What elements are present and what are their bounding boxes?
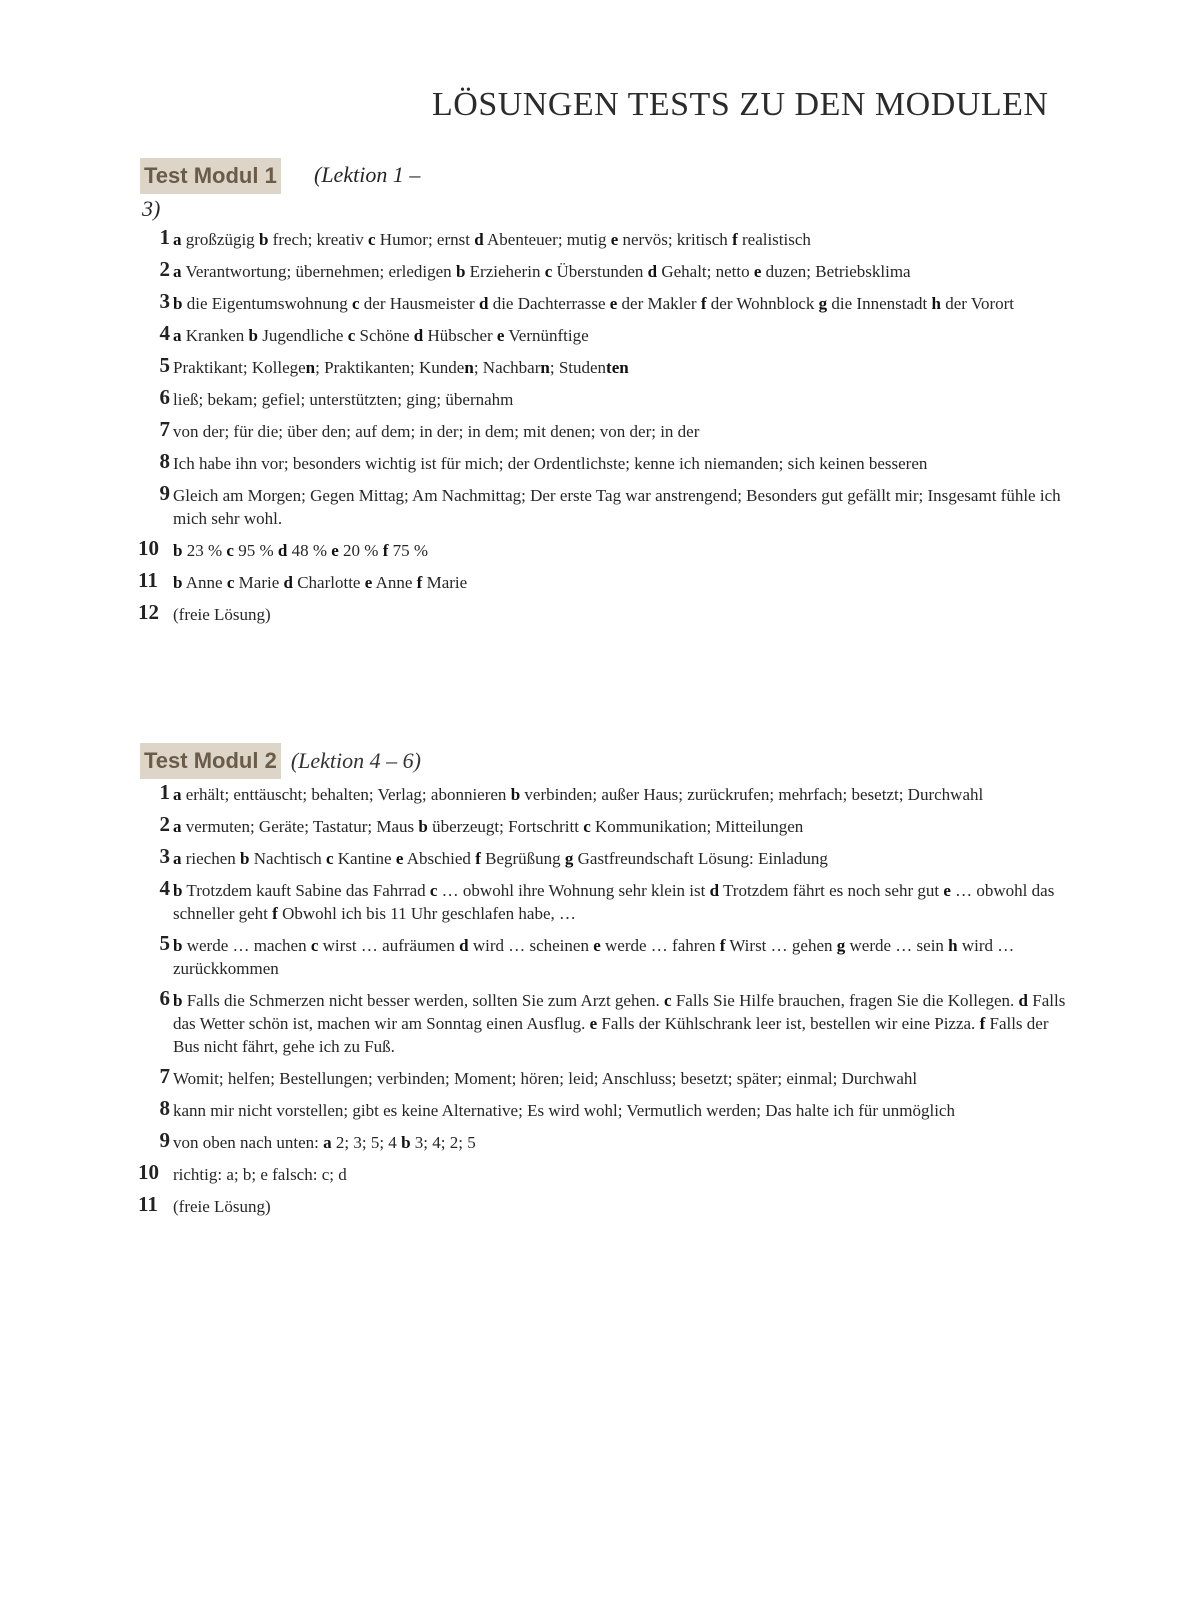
answer-letter: d — [478, 294, 489, 313]
answer-number: 4 — [159, 321, 170, 345]
answer-fragment: Hübscher — [423, 326, 497, 345]
answer-fragment: Gehalt; netto — [657, 262, 754, 281]
answer-fragment: Falls die Schmerzen nicht besser werden, sollten Sie zum Arzt gehen. — [182, 991, 665, 1010]
answer-fragment: Anne — [372, 573, 417, 592]
answer-number: 11 — [138, 568, 158, 592]
answer-letter: d — [709, 881, 720, 900]
answer-item — [140, 812, 1070, 838]
answer-item — [140, 449, 1070, 475]
answer-fragment: verbinden; außer Haus; zurückrufen; mehrfach; besetzt; Durchwahl — [520, 785, 984, 804]
answer-fragment: wird … scheinen — [468, 936, 594, 955]
answer-fragment: Anne — [182, 573, 227, 592]
answer-fragment: Ich habe ihn vor; besonders wichtig ist für mich; der Ordentlichste; kenne ich niemanden; sich keinen besseren — [173, 454, 928, 473]
answer-fragment: überzeugt; Fortschritt — [427, 817, 584, 836]
answer-number: 6 — [159, 986, 170, 1010]
answer-letter: f — [382, 541, 389, 560]
answer-letter: ten — [606, 358, 629, 377]
answer-letter: a — [323, 1133, 332, 1152]
answer-item — [140, 289, 1070, 315]
answer-letter: c — [583, 817, 591, 836]
answer-text — [173, 292, 1070, 315]
answer-letter: e — [593, 936, 601, 955]
answer-item — [140, 225, 1070, 251]
answer-number: 3 — [159, 844, 170, 868]
answer-letter: e — [610, 230, 619, 249]
answer-fragment: (freie Lösung) — [173, 1197, 271, 1216]
answer-letter: g — [564, 849, 574, 868]
answer-fragment: Vernünftige — [504, 326, 589, 345]
answer-fragment: Falls Sie Hilfe brauchen, fragen Sie die Kollegen. — [671, 991, 1019, 1010]
answer-letter: c — [325, 849, 334, 868]
answer-fragment: Gleich am Morgen; Gegen Mittag; Am Nachmittag; Der erste Tag war anstrengend; Besonders gut gefällt mir; Insgesamt fühle ich mich sehr wohl. — [173, 486, 1061, 528]
answer-fragment: (freie Lösung) — [173, 605, 271, 624]
answer-fragment: realistisch — [737, 230, 811, 249]
answer-fragment: frech; kreativ — [268, 230, 368, 249]
answer-list — [138, 225, 1070, 626]
answer-fragment: wirst … aufräumen — [318, 936, 460, 955]
answer-letter: b — [173, 881, 183, 900]
answer-fragment: Jugendliche — [258, 326, 348, 345]
answer-item — [140, 986, 1070, 1058]
answer-letter: n — [464, 358, 474, 377]
answer-item — [138, 600, 1070, 626]
answer-fragment: der Hausmeister — [359, 294, 479, 313]
answer-number: 12 — [138, 600, 159, 624]
page-title: LÖSUNGEN TESTS ZU DEN MODULEN — [432, 86, 1049, 123]
answer-number: 8 — [159, 1096, 170, 1120]
section-test-modul-1 — [140, 158, 1070, 635]
answer-letter: a — [173, 849, 182, 868]
answer-fragment: Marie — [422, 573, 468, 592]
answer-fragment: großzügig — [181, 230, 259, 249]
answer-fragment: Abschied — [403, 849, 476, 868]
answer-fragment: Praktikant; Kollege — [173, 358, 306, 377]
answer-item — [138, 1160, 1070, 1186]
answer-letter: d — [1018, 991, 1029, 1010]
answer-fragment: riechen — [181, 849, 241, 868]
answer-letter: c — [544, 262, 553, 281]
answer-letter: a — [173, 817, 182, 836]
answer-letter: f — [700, 294, 707, 313]
answer-letter: d — [459, 936, 469, 955]
answer-text — [173, 879, 1070, 925]
answer-text — [173, 420, 1070, 443]
answer-item — [140, 385, 1070, 411]
section-subtitle-continued: 3) — [142, 196, 161, 221]
answer-number: 2 — [159, 257, 170, 281]
answer-text — [173, 356, 1070, 379]
answer-fragment: wird … zurückkommen — [173, 936, 1015, 978]
answer-letter: e — [943, 881, 951, 900]
answer-fragment: 20 % — [338, 541, 383, 560]
answer-letter: b — [248, 326, 258, 345]
answer-text — [173, 324, 1070, 347]
answer-letter: c — [310, 936, 319, 955]
answer-fragment: vermuten; Geräte; Tastatur; Maus — [181, 817, 419, 836]
answer-letter: a — [173, 785, 182, 804]
answer-fragment: Kranken — [181, 326, 249, 345]
answer-text — [173, 603, 1070, 626]
answer-number: 10 — [138, 1160, 159, 1184]
answer-fragment: Wirst … gehen — [725, 936, 837, 955]
answer-fragment: Begrüßung — [480, 849, 565, 868]
answer-fragment: Womit; helfen; Bestellungen; verbinden; Moment; hören; leid; Anschluss; besetzt; später; einmal; Durchwahl — [173, 1069, 918, 1088]
answer-fragment: ; Praktikanten; Kunde — [315, 358, 465, 377]
answer-text — [173, 934, 1070, 980]
answer-fragment: richtig: a; b; e falsch: c; d — [173, 1165, 347, 1184]
answer-fragment: 2; 3; 5; 4 — [331, 1133, 402, 1152]
answer-text — [173, 1099, 1070, 1122]
answer-item — [138, 568, 1070, 594]
answer-letter: b — [510, 785, 521, 804]
answer-letter: g — [836, 936, 846, 955]
section-title: Test Modul 2 — [140, 743, 281, 779]
answer-number: 1 — [159, 780, 170, 804]
answer-text — [173, 260, 1070, 283]
answer-number: 7 — [159, 1064, 170, 1088]
answer-fragment: Nachtisch — [249, 849, 326, 868]
answer-letter: b — [173, 936, 183, 955]
answer-text — [173, 539, 1070, 562]
answer-fragment: Falls der Kühlschrank leer ist, bestellen wir eine Pizza. — [597, 1014, 980, 1033]
answer-letter: d — [647, 262, 658, 281]
answer-fragment: Gastfreundschaft Lösung: Einladung — [573, 849, 828, 868]
answer-letter: b — [455, 262, 466, 281]
answer-fragment: Humor; ernst — [375, 230, 475, 249]
answer-text — [173, 388, 1070, 411]
answer-text — [173, 452, 1070, 475]
answer-fragment: 48 % — [287, 541, 332, 560]
answer-item — [140, 321, 1070, 347]
section-subtitle: (Lektion 4 – 6) — [290, 748, 421, 773]
answer-fragment: die Innenstadt — [827, 294, 932, 313]
answer-number: 11 — [138, 1192, 158, 1216]
answer-text — [173, 484, 1070, 530]
answer-fragment: ; Nachbar — [473, 358, 541, 377]
answer-item — [140, 844, 1070, 870]
answer-item — [138, 536, 1070, 562]
answer-letter: c — [226, 573, 235, 592]
answer-letter: a — [173, 230, 182, 249]
answer-number: 5 — [159, 353, 170, 377]
answer-fragment: … obwohl das schneller geht — [173, 881, 1055, 923]
section-title: Test Modul 1 — [140, 158, 281, 194]
answer-item — [138, 1192, 1070, 1218]
answer-fragment: … obwohl ihre Wohnung sehr klein ist — [437, 881, 710, 900]
answer-number: 1 — [159, 225, 170, 249]
answer-text — [173, 815, 1070, 838]
answer-fragment: der Wohnblock — [706, 294, 819, 313]
answer-letter: d — [474, 230, 484, 249]
answer-letter: f — [979, 1014, 986, 1033]
answer-text — [173, 1163, 1070, 1186]
answer-letter: b — [173, 991, 183, 1010]
answer-letter: f — [272, 904, 278, 923]
answer-letter: b — [173, 294, 183, 313]
answer-fragment: werde … sein — [845, 936, 949, 955]
answer-letter: e — [331, 541, 339, 560]
answer-fragment: Kantine — [333, 849, 396, 868]
answer-letter: h — [948, 936, 958, 955]
answer-letter: h — [931, 294, 941, 313]
answer-fragment: duzen; Betriebsklima — [761, 262, 911, 281]
answer-text — [173, 1067, 1070, 1090]
answer-letter: b — [240, 849, 250, 868]
answer-letter: b — [401, 1133, 411, 1152]
answer-fragment: Kommunikation; Mitteilungen — [590, 817, 804, 836]
answer-letter: e — [496, 326, 505, 345]
answer-fragment: Schöne — [355, 326, 414, 345]
answer-number: 2 — [159, 812, 170, 836]
answer-item — [140, 1096, 1070, 1122]
answer-letter: e — [609, 294, 618, 313]
answer-letter: f — [475, 849, 481, 868]
answer-fragment: werde … fahren — [600, 936, 720, 955]
answer-item — [140, 481, 1070, 530]
answer-letter: f — [732, 230, 738, 249]
answer-letter: b — [173, 573, 183, 592]
answer-letter: n — [540, 358, 550, 377]
answer-number: 3 — [159, 289, 170, 313]
answer-text — [173, 783, 1070, 806]
section-test-modul-2 — [140, 743, 1070, 1227]
answer-text — [173, 989, 1070, 1058]
answer-fragment: erhält; enttäuscht; behalten; Verlag; abonnieren — [181, 785, 511, 804]
answer-text — [173, 1195, 1070, 1218]
answer-fragment: die Dachterrasse — [488, 294, 610, 313]
answer-letter: c — [226, 541, 234, 560]
answer-letter: b — [258, 230, 269, 249]
answer-number: 7 — [159, 417, 170, 441]
answer-number: 9 — [159, 1128, 170, 1152]
answer-letter: c — [429, 881, 438, 900]
answer-number: 4 — [159, 876, 170, 900]
answer-item — [140, 931, 1070, 980]
answer-letter: d — [277, 541, 288, 560]
answer-number: 8 — [159, 449, 170, 473]
answer-letter: f — [719, 936, 726, 955]
answer-number: 5 — [159, 931, 170, 955]
answer-fragment: von oben nach unten: — [173, 1133, 324, 1152]
answer-fragment: die Eigentumswohnung — [182, 294, 352, 313]
answer-fragment: Falls der Bus nicht fährt, gehe ich zu Fuß. — [173, 1014, 1049, 1056]
answer-letter: c — [664, 991, 672, 1010]
answer-fragment: ; Studen — [549, 358, 607, 377]
answer-fragment: Überstunden — [552, 262, 648, 281]
answer-letter: g — [818, 294, 828, 313]
answer-letter: n — [305, 358, 316, 377]
answer-letter: e — [364, 573, 373, 592]
answer-text — [173, 228, 1070, 251]
answer-fragment: Obwohl ich bis 11 Uhr geschlafen habe, … — [277, 904, 577, 923]
answer-number: 10 — [138, 536, 159, 560]
answer-fragment: 3; 4; 2; 5 — [410, 1133, 476, 1152]
answer-fragment: werde … machen — [182, 936, 311, 955]
answer-fragment: Erzieherin — [465, 262, 545, 281]
answer-number: 9 — [159, 481, 170, 505]
answer-fragment: Abenteuer; mutig — [483, 230, 611, 249]
answer-fragment: von der; für die; über den; auf dem; in der; in dem; mit denen; von der; in der — [173, 422, 700, 441]
answer-letter: c — [351, 294, 360, 313]
answer-fragment: Marie — [234, 573, 284, 592]
answer-letter: e — [589, 1014, 598, 1033]
answer-item — [140, 353, 1070, 379]
answer-fragment: nervös; kritisch — [618, 230, 733, 249]
answer-fragment: 23 % — [182, 541, 227, 560]
answer-letter: b — [173, 541, 183, 560]
answer-fragment: 95 % — [233, 541, 278, 560]
answer-letter: d — [283, 573, 293, 592]
answer-number: 6 — [159, 385, 170, 409]
answer-item — [140, 257, 1070, 283]
answer-letter: c — [347, 326, 356, 345]
answer-letter: a — [173, 262, 182, 281]
answer-letter: e — [753, 262, 762, 281]
answer-fragment: Falls das Wetter schön ist, machen wir am Sonntag einen Ausflug. — [173, 991, 1066, 1033]
answer-list — [138, 780, 1070, 1218]
answer-fragment: Verantwortung; übernehmen; erledigen — [181, 262, 456, 281]
answer-item — [140, 780, 1070, 806]
answer-fragment: der Vorort — [940, 294, 1014, 313]
answer-item — [140, 1064, 1070, 1090]
answer-letter: f — [416, 573, 423, 592]
answer-item — [140, 417, 1070, 443]
answer-item — [140, 876, 1070, 925]
answer-letter: d — [413, 326, 424, 345]
answer-letter: e — [395, 849, 404, 868]
section-heading — [140, 158, 1070, 228]
answer-fragment: kann mir nicht vorstellen; gibt es keine Alternative; Es wird wohl; Vermutlich werden; Das halte ich für unmöglich — [173, 1101, 955, 1120]
answer-text — [173, 1131, 1070, 1154]
answer-text — [173, 847, 1070, 870]
answer-letter: b — [418, 817, 428, 836]
answer-fragment: Trotzdem kauft Sabine das Fahrrad — [182, 881, 430, 900]
section-subtitle: (Lektion 1 – — [314, 162, 421, 187]
answer-letter: a — [173, 326, 182, 345]
section-heading — [140, 743, 1070, 783]
answer-fragment: Charlotte — [292, 573, 365, 592]
answer-item — [140, 1128, 1070, 1154]
answer-fragment: 75 % — [388, 541, 429, 560]
answer-fragment: der Makler — [617, 294, 701, 313]
answer-fragment: Trotzdem fährt es noch sehr gut — [719, 881, 944, 900]
answer-text — [173, 571, 1070, 594]
answer-letter: c — [368, 230, 376, 249]
answer-fragment: ließ; bekam; gefiel; unterstützten; ging; übernahm — [173, 390, 514, 409]
